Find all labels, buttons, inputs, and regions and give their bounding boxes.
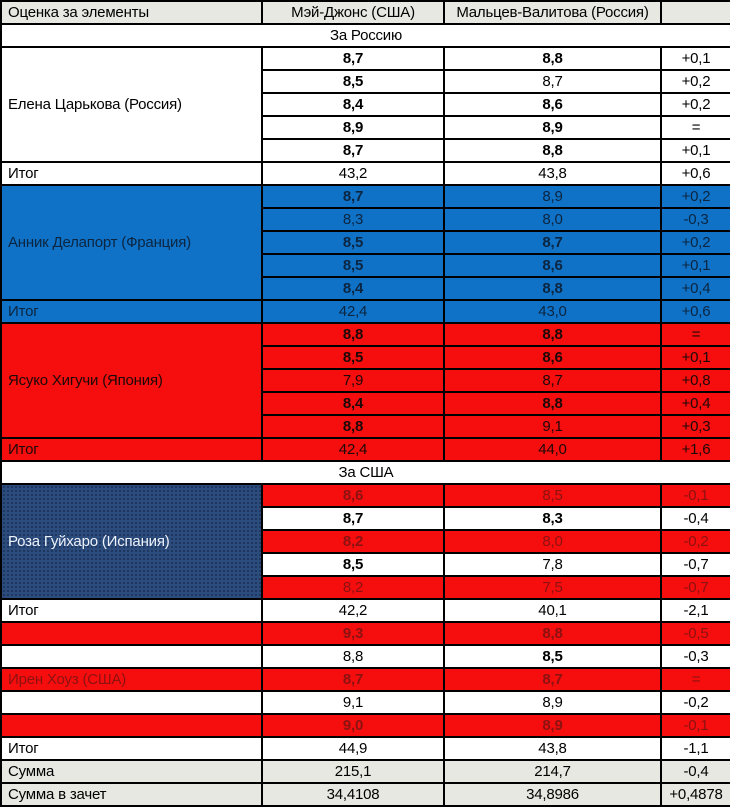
total-row (1, 737, 730, 760)
col-header-diff (661, 1, 730, 24)
score-row (1, 323, 730, 346)
score-diff: +0,2 (661, 185, 730, 208)
total-diff: +0,6 (661, 162, 730, 185)
sum-diff: -0,4 (661, 760, 730, 783)
col-header-judge1: Мэй-Джонс (США) (262, 1, 444, 24)
score-diff: -0,3 (661, 208, 730, 231)
skater-name-cell: Ирен Хоуз (США) (1, 668, 262, 691)
sum-credit-diff: +0,4878 (661, 783, 730, 806)
total-label: Итог (1, 599, 262, 622)
total-label: Итог (1, 438, 262, 461)
score-judge1: 8,5 (262, 553, 444, 576)
score-row (1, 714, 730, 737)
table-body (1, 1, 730, 806)
score-judge1: 8,8 (262, 415, 444, 438)
score-diff: +0,3 (661, 415, 730, 438)
score-diff: +0,8 (661, 369, 730, 392)
score-diff: +0,2 (661, 70, 730, 93)
score-judge1: 8,2 (262, 530, 444, 553)
score-judge2: 8,9 (444, 185, 661, 208)
score-judge2: 7,8 (444, 553, 661, 576)
score-judge1: 8,7 (262, 507, 444, 530)
sum-credit-row (1, 783, 730, 806)
score-row (1, 691, 730, 714)
score-judge1: 8,3 (262, 208, 444, 231)
skater-name-cell (1, 714, 262, 737)
total-judge2: 44,0 (444, 438, 661, 461)
score-judge2: 8,0 (444, 208, 661, 231)
score-row (1, 47, 730, 70)
total-judge1: 42,4 (262, 438, 444, 461)
score-diff: +0,2 (661, 93, 730, 116)
total-label: Итог (1, 300, 262, 323)
skater-name-cell (1, 691, 262, 714)
score-diff: -0,1 (661, 714, 730, 737)
score-judge1: 8,8 (262, 323, 444, 346)
score-judge1: 8,4 (262, 392, 444, 415)
score-diff: -0,7 (661, 576, 730, 599)
score-judge1: 7,9 (262, 369, 444, 392)
score-judge1: 8,5 (262, 254, 444, 277)
score-diff: +0,1 (661, 346, 730, 369)
score-judge1: 8,7 (262, 47, 444, 70)
score-diff: +0,1 (661, 139, 730, 162)
score-judge2: 8,7 (444, 70, 661, 93)
total-judge1: 42,4 (262, 300, 444, 323)
score-judge2: 8,8 (444, 277, 661, 300)
total-row (1, 599, 730, 622)
total-row (1, 438, 730, 461)
score-diff: -0,7 (661, 553, 730, 576)
score-diff: +0,4 (661, 277, 730, 300)
score-judge1: 8,4 (262, 93, 444, 116)
total-diff: -2,1 (661, 599, 730, 622)
score-judge1: 8,9 (262, 116, 444, 139)
score-judge2: 8,8 (444, 139, 661, 162)
score-judge2: 8,0 (444, 530, 661, 553)
sum-label: Сумма (1, 760, 262, 783)
score-row (1, 185, 730, 208)
score-judge2: 8,3 (444, 507, 661, 530)
skater-name-cell (1, 622, 262, 645)
score-judge2: 8,8 (444, 622, 661, 645)
score-judge1: 8,5 (262, 70, 444, 93)
score-judge2: 9,1 (444, 415, 661, 438)
total-judge1: 42,2 (262, 599, 444, 622)
score-diff: +0,1 (661, 47, 730, 70)
score-diff: = (661, 116, 730, 139)
sum-credit-label: Сумма в зачет (1, 783, 262, 806)
total-row (1, 300, 730, 323)
score-judge1: 8,5 (262, 231, 444, 254)
skater-name-cell (1, 645, 262, 668)
score-diff: -0,1 (661, 484, 730, 507)
sum-judge2: 214,7 (444, 760, 661, 783)
total-judge2: 40,1 (444, 599, 661, 622)
group-title: За США (1, 461, 730, 484)
score-judge2: 8,5 (444, 645, 661, 668)
score-judge2: 8,6 (444, 93, 661, 116)
score-judge2: 8,9 (444, 714, 661, 737)
score-judge2: 8,8 (444, 392, 661, 415)
total-label: Итог (1, 162, 262, 185)
total-diff: +0,6 (661, 300, 730, 323)
score-diff: -0,4 (661, 507, 730, 530)
sum-row (1, 760, 730, 783)
score-diff: +0,4 (661, 392, 730, 415)
total-row (1, 162, 730, 185)
score-judge2: 8,9 (444, 691, 661, 714)
score-diff: -0,2 (661, 530, 730, 553)
score-diff: = (661, 323, 730, 346)
sum-judge1: 215,1 (262, 760, 444, 783)
score-judge1: 8,7 (262, 185, 444, 208)
score-judge1: 8,2 (262, 576, 444, 599)
score-judge2: 8,7 (444, 369, 661, 392)
total-judge1: 44,9 (262, 737, 444, 760)
total-judge2: 43,0 (444, 300, 661, 323)
col-header-elements: Оценка за элементы (1, 1, 262, 24)
score-row (1, 484, 730, 507)
score-judge1: 8,7 (262, 668, 444, 691)
score-judge1: 8,5 (262, 346, 444, 369)
score-judge2: 7,5 (444, 576, 661, 599)
score-row (1, 668, 730, 691)
score-diff: -0,2 (661, 691, 730, 714)
score-judge1: 8,4 (262, 277, 444, 300)
skater-name-cell: Роза Гуйхаро (Испания) (1, 484, 262, 599)
skater-name-cell: Ясуко Хигучи (Япония) (1, 323, 262, 438)
group-header-row (1, 461, 730, 484)
col-header-judge2: Мальцев-Валитова (Россия) (444, 1, 661, 24)
score-judge1: 9,1 (262, 691, 444, 714)
score-judge2: 8,8 (444, 323, 661, 346)
score-diff: -0,3 (661, 645, 730, 668)
score-diff: +0,2 (661, 231, 730, 254)
score-judge1: 9,3 (262, 622, 444, 645)
score-judge2: 8,5 (444, 484, 661, 507)
score-judge2: 8,9 (444, 116, 661, 139)
total-diff: +1,6 (661, 438, 730, 461)
score-judge2: 8,7 (444, 231, 661, 254)
score-diff: = (661, 668, 730, 691)
score-judge2: 8,8 (444, 47, 661, 70)
score-judge1: 8,8 (262, 645, 444, 668)
total-judge2: 43,8 (444, 737, 661, 760)
score-row (1, 622, 730, 645)
score-judge1: 9,0 (262, 714, 444, 737)
score-diff: -0,5 (661, 622, 730, 645)
score-row (1, 645, 730, 668)
total-diff: -1,1 (661, 737, 730, 760)
total-label: Итог (1, 737, 262, 760)
total-judge2: 43,8 (444, 162, 661, 185)
score-diff: +0,1 (661, 254, 730, 277)
total-judge1: 43,2 (262, 162, 444, 185)
group-title: За Россию (1, 24, 730, 47)
score-judge2: 8,7 (444, 668, 661, 691)
header-row (1, 1, 730, 24)
score-judge2: 8,6 (444, 254, 661, 277)
skater-name-cell: Елена Царькова (Россия) (1, 47, 262, 162)
sum-credit-judge2: 34,8986 (444, 783, 661, 806)
score-judge2: 8,6 (444, 346, 661, 369)
score-judge1: 8,6 (262, 484, 444, 507)
skater-name-cell: Анник Делапорт (Франция) (1, 185, 262, 300)
score-judge1: 8,7 (262, 139, 444, 162)
sum-credit-judge1: 34,4108 (262, 783, 444, 806)
group-header-row (1, 24, 730, 47)
